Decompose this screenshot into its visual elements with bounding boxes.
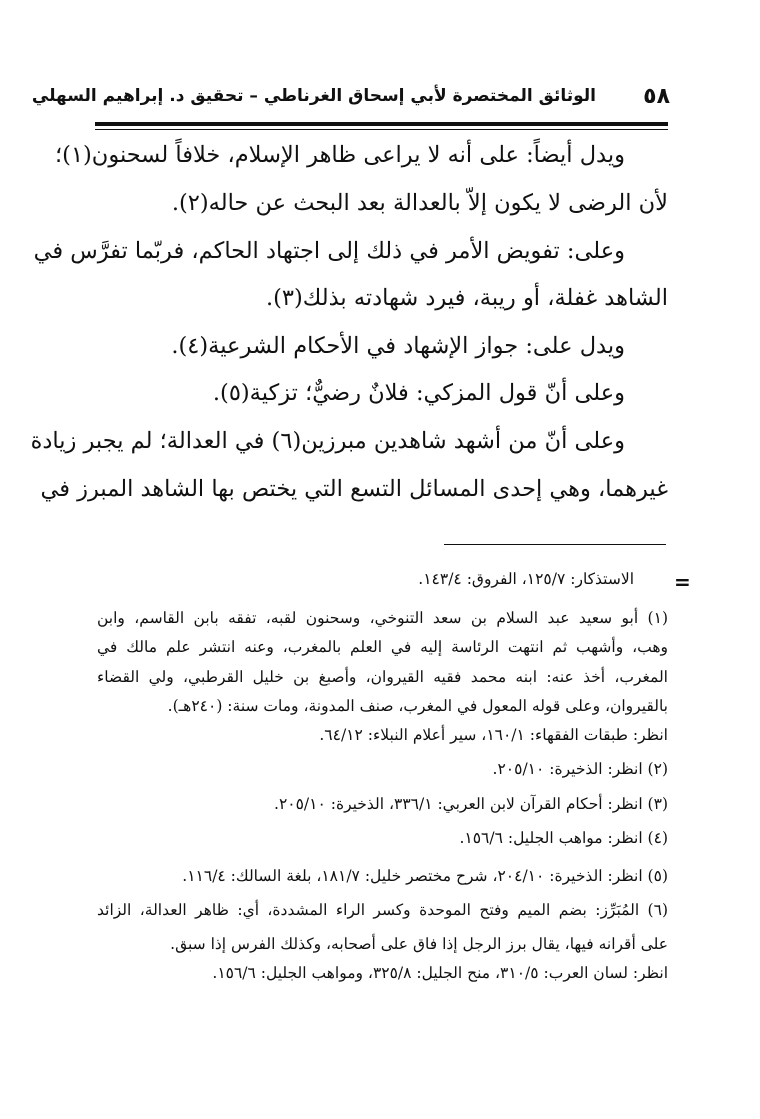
- footnote-line: (٤) انظر: مواهب الجليل: ١٥٦/٦.: [459, 829, 668, 847]
- footnote-line: بالقيروان، وعلى قوله المعول في المغرب، صنف المدونة، ومات سنة: (٢٤٠هـ).: [167, 697, 668, 715]
- body-line: غيرهما، وهي إحدى المسائل التسع التي يختص بها الشاهد المبرز في: [40, 476, 668, 502]
- footnote-line: (٦) المُبَرِّز: بضم الميم وفتح الموحدة وكسر الراء المشددة، أي: ظاهر العدالة، الزائد: [97, 901, 668, 919]
- continuation-mark: =: [674, 570, 691, 594]
- footnote-line: انظر: طبقات الفقهاء: ١٦٠/١، سير أعلام النبلاء: ٦٤/١٢.: [319, 726, 668, 744]
- footnote-line: المغرب، أخذ عنه: ابنه محمد فقيه القيروان، وأصبغ بن خليل القرطبي، ولي القضاء: [97, 668, 668, 686]
- footnote-separator: [444, 544, 666, 545]
- footnote-line: (١) أبو سعيد عبد السلام بن سعد التنوخي، وسحنون لقبه، تفقه بابن القاسم، وابن: [97, 609, 668, 627]
- running-title: الوثائق المختصرة لأبي إسحاق الغرناطي – تحقيق د. إبراهيم السهلي: [31, 86, 596, 106]
- page-header: [31, 84, 670, 116]
- footnote-line: (٥) انظر: الذخيرة: ٢٠٤/١٠، شرح مختصر خليل: ١٨١/٧، بلغة السالك: ١١٦/٤.: [182, 867, 668, 885]
- footnote-line: (٢) انظر: الذخيرة: ٢٠٥/١٠.: [492, 760, 668, 778]
- header-rule-thin: [95, 129, 668, 130]
- footnote-line: على أقرانه فيها، يقال برز الرجل إذا فاق على أصحابه، وكذلك الفرس إذا سبق.: [170, 935, 668, 953]
- body-line: الشاهد غفلة، أو ريبة، فيرد شهادته بذلك(٣).: [265, 285, 668, 311]
- body-line: ويدل على: جواز الإشهاد في الأحكام الشرعية(٤).: [171, 333, 625, 359]
- footnote-line: (٣) انظر: أحكام القرآن لابن العربي: ٣٣٦/١، الذخيرة: ٢٠٥/١٠.: [274, 795, 668, 813]
- header-rule-thick: [95, 122, 668, 126]
- footnote-line: الاستذكار: ١٢٥/٧، الفروق: ١٤٣/٤.: [418, 570, 634, 588]
- body-line: لأن الرضى لا يكون إلاّ بالعدالة بعد البحث عن حاله(٢).: [171, 190, 668, 216]
- body-line: وعلى: تفويض الأمر في ذلك إلى اجتهاد الحاكم، فربّما تفرَّس في: [33, 238, 625, 264]
- footnote-line: انظر: لسان العرب: ٣١٠/٥، منح الجليل: ٣٢٥/٨، ومواهب الجليل: ١٥٦/٦.: [212, 964, 668, 982]
- footnote-line: وهب، وأشهب ثم انتهت الرئاسة إليه في العلم بالمغرب، وعنه انتشر علم مالك في: [97, 638, 668, 656]
- body-line: وعلى أنّ من أشهد شاهدين مبرزين(٦) في العدالة؛ لم يجبر زيادة: [30, 428, 625, 454]
- page-number: ٥٨: [643, 84, 670, 109]
- body-line: ويدل أيضاً: على أنه لا يراعى ظاهر الإسلام، خلافاً لسحنون(١)؛: [55, 142, 625, 168]
- body-line: وعلى أنّ قول المزكي: فلانٌ رضيٌّ؛ تزكية(٥).: [212, 380, 625, 406]
